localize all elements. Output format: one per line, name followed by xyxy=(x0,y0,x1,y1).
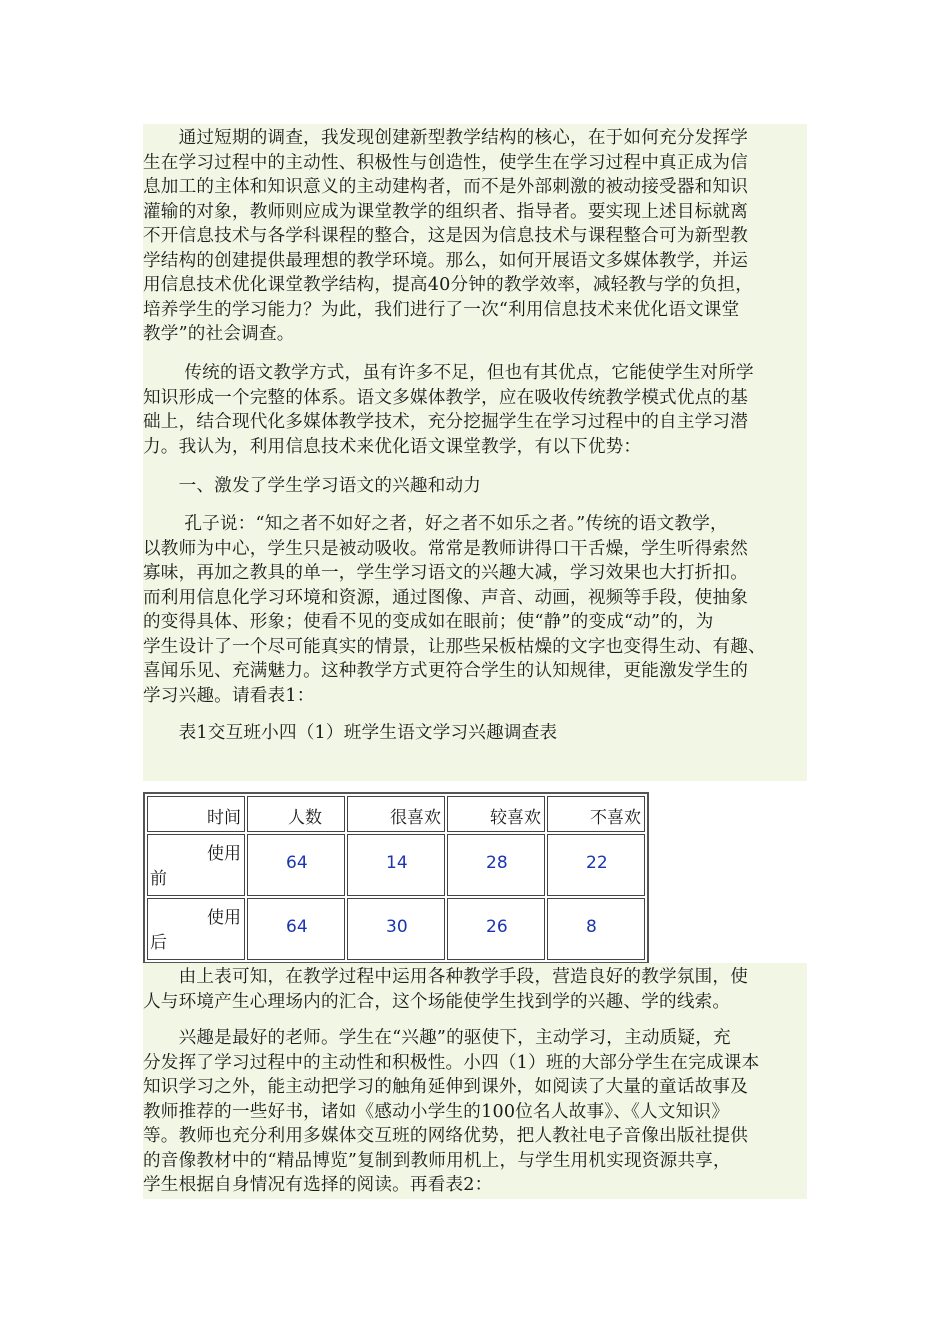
row-label: 使用 xyxy=(207,844,241,864)
table-header-row xyxy=(147,796,645,832)
text-line: 学生设计了一个尽可能真实的情景，让那些呆板枯燥的文字也变得生动、有趣、 xyxy=(143,636,766,657)
text-line: 通过短期的调查，我发现创建新型教学结构的核心，在于如何充分发挥学 xyxy=(143,128,748,148)
text-line: 教学”的社会调查。 xyxy=(143,324,295,344)
row-label-cell xyxy=(147,834,245,896)
paragraph-confucius xyxy=(143,512,807,708)
text-line: 力。我认为，利用信息技术来优化语文课堂教学，有以下优势： xyxy=(143,436,642,457)
value-cell xyxy=(547,834,645,896)
heading-line: 一、激发了学生学习语文的兴趣和动力 xyxy=(143,476,482,496)
header-label: 时间 xyxy=(207,808,241,828)
value-text: 64 xyxy=(286,917,308,937)
header-label: 较喜欢 xyxy=(490,808,541,828)
interest-survey-table xyxy=(143,792,649,964)
text-line: 分发挥了学习过程中的主动性和积极性。小四（1）班的大部分学生在完成课本 xyxy=(143,1052,760,1073)
value-text: 30 xyxy=(386,917,408,937)
paragraph-intro xyxy=(143,126,807,347)
text-line: 等。教师也充分利用多媒体交互班的网络优势，把人教社电子音像出版社提供 xyxy=(143,1126,748,1146)
table-row xyxy=(147,898,645,960)
header-cell xyxy=(147,796,245,832)
header-cell xyxy=(447,796,545,832)
paragraph-interest-teacher xyxy=(143,1026,807,1198)
text-line: 础上，结合现代化多媒体教学技术，充分挖掘学生在学习过程中的自主学习潜 xyxy=(143,412,748,432)
value-cell xyxy=(347,898,445,960)
caption-line: 表1交互班小四（1）班学生语文学习兴趣调查表 xyxy=(143,723,558,743)
header-label: 人数 xyxy=(288,808,322,828)
header-cell xyxy=(547,796,645,832)
text-line: 以教师为中心，学生只是被动吸收。常常是教师讲得口干舌燥，学生听得索然 xyxy=(143,538,748,559)
value-text: 26 xyxy=(486,917,508,937)
value-text: 14 xyxy=(386,853,408,873)
text-block-bottom xyxy=(143,963,807,1199)
value-text: 28 xyxy=(486,853,508,873)
text-line: 教师推荐的一些好书，诸如《感动小学生的100位名人故事》、《人文知识》 xyxy=(143,1101,729,1122)
row-label: 使用 xyxy=(207,908,241,928)
value-cell xyxy=(447,834,545,896)
text-line: 学生根据自身情况有选择的阅读。再看表2： xyxy=(143,1175,493,1195)
text-line: 寡味，再加之教具的单一，学生学习语文的兴趣大减，学习效果也大打折扣。 xyxy=(143,563,748,583)
text-line: 的音像教材中的“精品博览”复制到教师用机上，与学生用机实现资源共享， xyxy=(143,1150,731,1171)
value-cell xyxy=(247,898,345,960)
text-line: 人与环境产生心理场内的汇合，这个场能使学生找到学的兴趣、学的线索。 xyxy=(143,991,731,1012)
text-line: 生在学习过程中的主动性、积极性与创造性，使学生在学习过程中真正成为信 xyxy=(143,152,748,173)
row-label: 后 xyxy=(150,933,167,953)
header-cell xyxy=(247,796,345,832)
text-line: 孔子说：“知之者不如好之者，好之者不如乐之者。”传统的语文教学， xyxy=(143,514,728,534)
text-line: 兴趣是最好的老师。学生在“兴趣”的驱使下，主动学习，主动质疑，充 xyxy=(143,1028,731,1048)
text-line: 培养学生的学习能力？为此，我们进行了一次“利用信息技术来优化语文课堂 xyxy=(143,299,740,320)
value-cell xyxy=(347,834,445,896)
row-label-cell xyxy=(147,898,245,960)
value-cell xyxy=(247,834,345,896)
header-label: 很喜欢 xyxy=(390,808,441,828)
value-cell xyxy=(447,898,545,960)
table-caption xyxy=(143,721,807,746)
text-line: 息加工的主体和知识意义的主动建构者，而不是外部刺激的被动接受器和知识 xyxy=(143,177,748,197)
text-line: 不开信息技术与各学科课程的整合，这是因为信息技术与课程整合可为新型教 xyxy=(143,226,748,246)
section-heading-1 xyxy=(143,474,807,499)
text-line: 学结构的创建提供最理想的教学环境。那么，如何开展语文多媒体教学，并运 xyxy=(143,250,748,271)
text-line: 而利用信息化学习环境和资源，通过图像、声音、动画，视频等手段，使抽象 xyxy=(143,587,748,608)
table-row xyxy=(147,834,645,896)
header-label: 不喜欢 xyxy=(590,808,641,828)
text-line: 传统的语文教学方式，虽有许多不足，但也有其优点，它能使学生对所学 xyxy=(143,363,754,383)
text-line: 灌输的对象，教师则应成为课堂教学的组织者、指导者。要实现上述目标就离 xyxy=(143,201,748,222)
value-text: 8 xyxy=(586,917,597,937)
paragraph-traditional xyxy=(143,361,807,459)
text-line: 用信息技术优化课堂教学结构，提高40分钟的教学效率，减轻教与学的负担， xyxy=(143,275,753,295)
text-line: 喜闻乐见、充满魅力。这种教学方式更符合学生的认知规律，更能激发学生的 xyxy=(143,661,748,681)
paragraph-conclusion xyxy=(143,965,807,1014)
text-block-top xyxy=(143,124,807,781)
value-text: 22 xyxy=(586,853,608,873)
header-cell xyxy=(347,796,445,832)
value-cell xyxy=(547,898,645,960)
text-line: 知识学习之外，能主动把学习的触角延伸到课外，如阅读了大量的童话故事及 xyxy=(143,1077,748,1097)
text-line: 学习兴趣。请看表1： xyxy=(143,685,315,706)
row-label: 前 xyxy=(150,869,167,889)
text-line: 知识形成一个完整的体系。语文多媒体教学，应在吸收传统教学模式优点的基 xyxy=(143,387,748,408)
text-line: 的变得具体、形象；使看不见的变成如在眼前；使“静”的变成“动”的，为 xyxy=(143,612,714,632)
value-text: 64 xyxy=(286,853,308,873)
text-line: 由上表可知，在教学过程中运用各种教学手段，营造良好的教学氛围，使 xyxy=(143,967,748,987)
